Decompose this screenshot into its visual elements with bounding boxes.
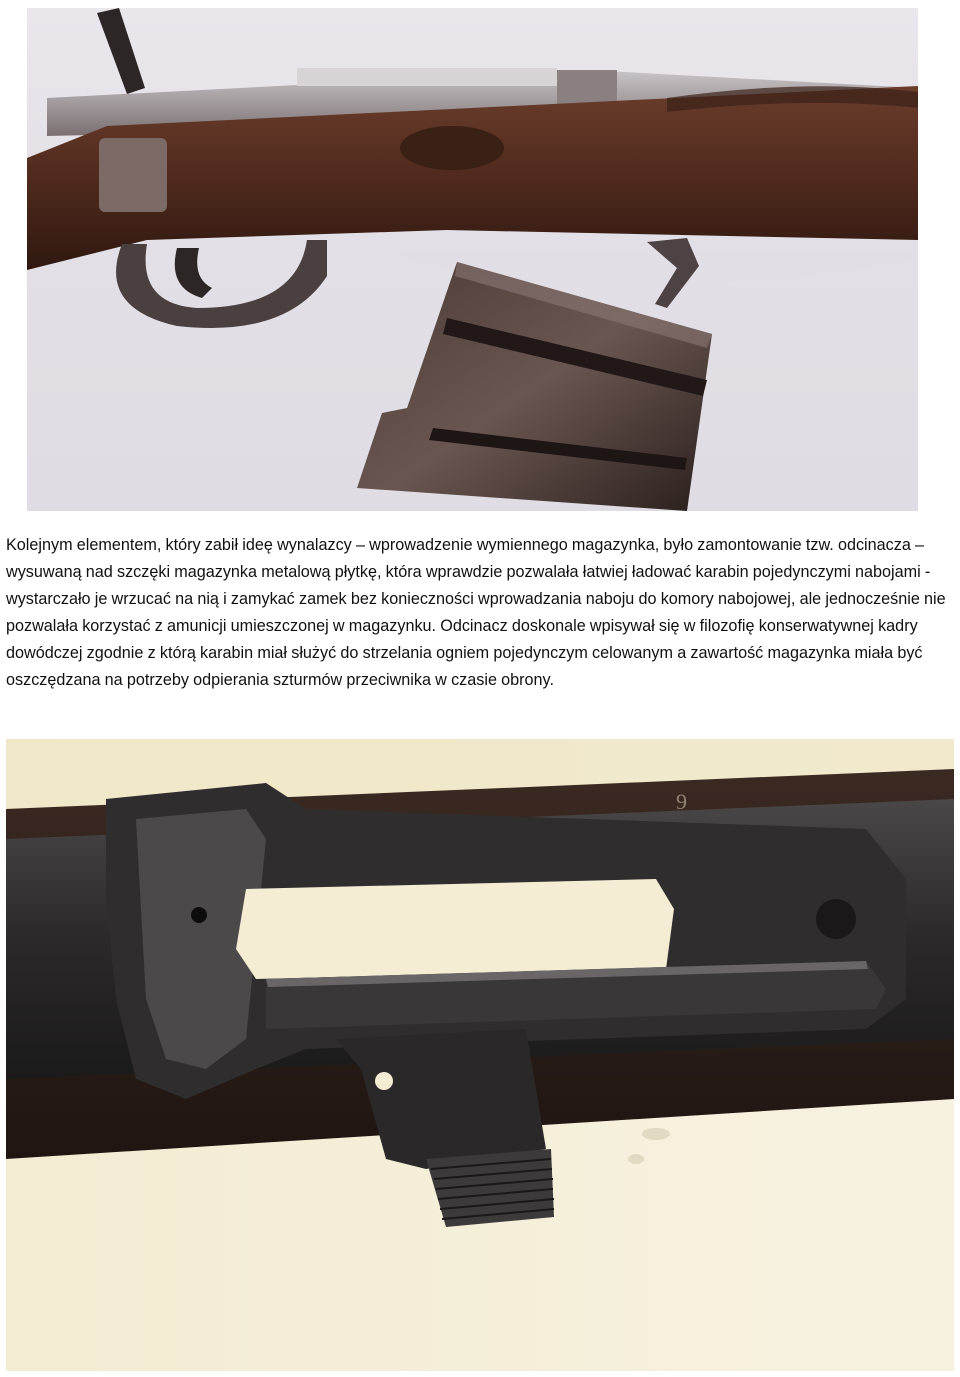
rifle-magazine-image — [27, 8, 918, 511]
rifle-magazine-photo — [27, 8, 918, 511]
rifle-cutoff-image — [6, 739, 954, 1371]
stamped-mark: 9 — [676, 789, 687, 814]
article-paragraph: Kolejnym elementem, który zabił ideę wynalazcy – wprowadzenie wymiennego magazynka, było zamontowanie tzw. odcinacza – wysuwaną nad szczęki magazynka metalową płytkę, która wprawdzie pozwalała łatwiej ładować karabin pojedynczymi nabojami - wystarczało je wrzucać na nią i zamykać zamek bez konieczności wprowadzania naboju do komory nabojowej, ale jednocześnie nie pozwalała korzystać z amunicji umieszczonej w magazynku. Odcinacz doskonale wpisywał się w filozofię konserwatywnej kadry dowódczej zgodnie z którą karabin miał służyć do strzelania ogniem pojedynczym celowanym a zawartość magazynka miała być oszczędzana na potrzeby odpierania szturmów przeciwnika w czasie obrony. — [6, 536, 946, 689]
rifle-cutoff-closeup-photo — [6, 739, 954, 1371]
